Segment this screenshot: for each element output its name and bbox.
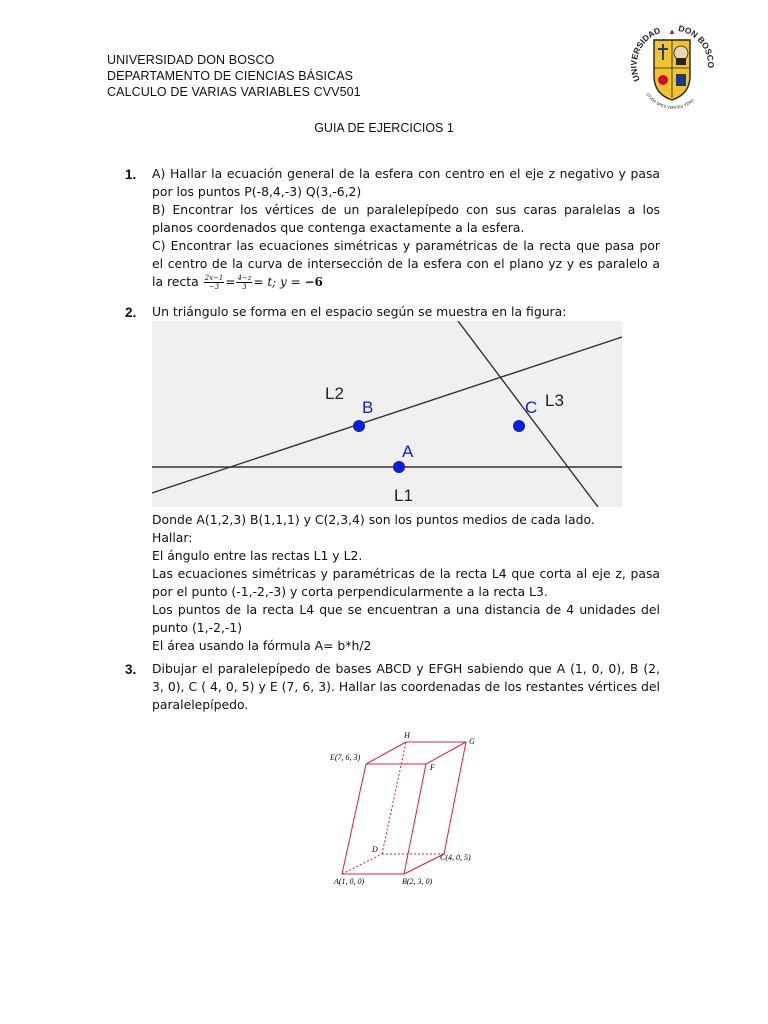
equation-tail: = t; y = <box>253 275 305 289</box>
exercise-1a: A) Hallar la ecuación general de la esfera con centro en el eje z negativo y pasa por los puntos P(-8,4,-3) Q(3,-6,2) <box>152 166 660 199</box>
exercise-1-number: 1. <box>125 167 137 182</box>
exercise-2-line-2: Hallar: <box>152 530 193 545</box>
label-l1: L1 <box>394 486 413 505</box>
exercise-2-line-4: Las ecuaciones simétricas y paramétricas de la recta L4 que corta al eje z, pasa por el punto (-1,-2,-3) y corta perpendicularmente a la recta L3. <box>152 566 660 599</box>
course-name: CALCULO DE VARIAS VARIABLES CVV501 <box>107 85 361 99</box>
triangle-lines-figure <box>152 321 622 507</box>
logo-ring-text-left: UNIVERSIDAD <box>628 25 662 83</box>
fraction-2 <box>236 274 252 291</box>
label-b: B <box>362 398 374 417</box>
exercise-2-line-3: El ángulo entre las rectas L1 y L2. <box>152 548 363 563</box>
exercise-1 <box>152 165 660 291</box>
vertex-label-a: A(1, 0, 0) <box>334 877 365 886</box>
point-a <box>393 461 405 473</box>
edge-bf <box>404 764 426 874</box>
fraction-1 <box>204 274 225 291</box>
vertex-label-d: D <box>372 845 378 854</box>
label-l2: L2 <box>325 384 344 403</box>
page-title: GUIA DE EJERCICIOS 1 <box>314 121 454 135</box>
exercise-2-body <box>152 511 660 655</box>
edge-ad <box>342 854 382 874</box>
exercise-2-line-6: El área usando la fórmula A= b*h/2 <box>152 638 372 653</box>
label-l3: L3 <box>545 391 564 410</box>
label-a: A <box>402 442 414 461</box>
vertex-label-f: F <box>430 763 435 772</box>
edge-cg <box>444 742 466 854</box>
vertex-label-b: B(2, 3, 0) <box>402 877 433 886</box>
institution-header <box>107 52 361 100</box>
parallelepiped-figure <box>326 726 486 890</box>
label-c: C <box>525 398 538 417</box>
exercise-1b: B) Encontrar los vértices de un paralelepípedo con sus caras paralelas a los planos coordenados que contenga exactamente a la esfera. <box>152 202 660 235</box>
edge-ae <box>342 764 366 874</box>
edge-bc <box>404 854 444 874</box>
logo-motto: STVDII SPES VERITAS VERO <box>645 91 695 110</box>
vertex-label-g: G <box>469 737 475 746</box>
shield-icon <box>654 30 690 100</box>
figure-background <box>152 321 622 507</box>
exercise-2-intro: Un triángulo se forma en el espacio según se muestra en la figura: <box>152 304 567 319</box>
point-c <box>513 420 525 432</box>
exercise-3-number: 3. <box>125 662 137 677</box>
exercise-1c: C) Encontrar las ecuaciones simétricas y paramétricas de la recta que pasa por el centro de la curva de intersección de la esfera con el plano yz y es paralelo a la recta $\frac{2x-1}{-3}$ = $\frac{4-z}{3}$ = t; y = −6 <box>152 238 660 291</box>
edge-fg <box>426 742 466 764</box>
exercise-1c-text: C) Encontrar las ecuaciones simétricas y paramétricas de la recta que pasa por el centro de la curva de intersección de la esfera con el plano yz y es paralelo a la recta <box>152 238 660 289</box>
university-logo <box>624 18 720 114</box>
exercise-2-line-1: Donde A(1,2,3) B(1,1,1) y C(2,3,4) son los puntos medios de cada lado. <box>152 512 595 527</box>
vertex-label-e: E(7, 6, 3) <box>330 753 361 762</box>
point-b <box>353 420 365 432</box>
exercise-3-text: Dibujar el paralelepípedo de bases ABCD y EFGH sabiendo que A (1, 0, 0), B (2, 3, 0), C ( 4, 0, 5) y E (7, 6, 3). Hallar las coordenadas de los restantes vértices del paralelepípedo. <box>152 661 660 712</box>
fraction-1-numerator: 2x−1 <box>204 274 224 282</box>
edge-dh <box>382 742 406 854</box>
fraction-1-denominator: −3 <box>208 283 220 291</box>
vertex-label-h: H <box>404 731 410 740</box>
exercise-2-line-5: Los puntos de la recta L4 que se encuentran a una distancia de 4 unidades del punto (1,-2,-1) <box>152 602 660 635</box>
department-name: DEPARTAMENTO DE CIENCIAS BÁSICAS <box>107 69 354 83</box>
equation-value: −6 <box>304 275 323 289</box>
logo-ring-text-right: DON BOSCO <box>677 23 716 69</box>
edge-he <box>366 742 406 764</box>
fraction-2-denominator: 3 <box>242 283 247 291</box>
exercise-2-number: 2. <box>125 305 137 320</box>
vertex-label-c: C(4, 0, 5) <box>440 853 471 862</box>
fraction-2-numerator: 4−z <box>237 274 252 282</box>
university-name: UNIVERSIDAD DON BOSCO <box>107 53 275 67</box>
